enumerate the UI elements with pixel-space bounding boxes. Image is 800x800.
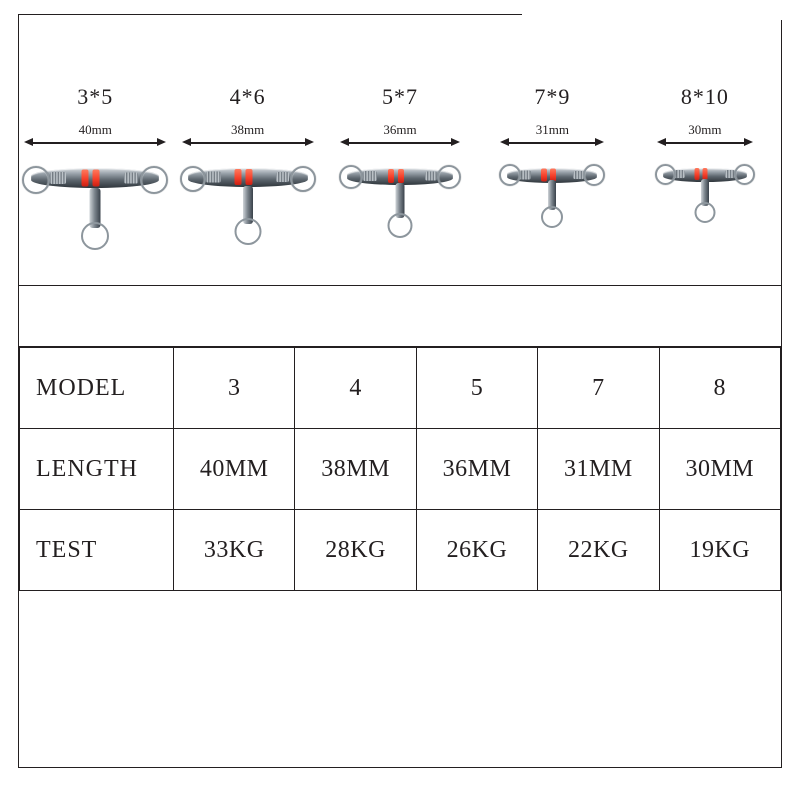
product-size-label: 5*7 xyxy=(382,84,419,109)
product-size-label: 7*9 xyxy=(534,84,571,109)
arrow-head-right-icon xyxy=(451,138,460,146)
dimension-label: 36mm xyxy=(383,122,417,137)
cell-length-1: 40MM xyxy=(174,429,295,510)
dimension-arrow xyxy=(182,138,314,147)
three-way-swivel-image xyxy=(20,150,170,260)
arrow-head-left-icon xyxy=(182,138,191,146)
cell-length-3: 36MM xyxy=(416,429,537,510)
swivel-coil xyxy=(276,172,289,182)
arrow-head-right-icon xyxy=(157,138,166,146)
red-bead xyxy=(541,169,547,182)
table-row xyxy=(20,429,781,510)
swivel-eye-left xyxy=(339,165,363,189)
three-way-swivel-image xyxy=(653,150,757,244)
specification-table xyxy=(19,347,781,591)
arrow-line xyxy=(188,142,308,144)
swivel-coil xyxy=(519,171,531,180)
arrow-head-left-icon xyxy=(500,138,509,146)
swivel-eye-left xyxy=(499,164,521,186)
swivel-coil xyxy=(363,171,377,181)
dimension-label: 30mm xyxy=(688,122,722,137)
arrow-line xyxy=(346,142,454,144)
product-size-label: 8*10 xyxy=(680,84,729,109)
dimension-annotation xyxy=(500,124,604,146)
swivel-eye-right xyxy=(734,164,755,185)
product-item xyxy=(19,42,171,284)
dimension-arrow xyxy=(24,138,166,147)
product-size-label: 4*6 xyxy=(229,84,266,109)
arrow-line xyxy=(506,142,598,144)
cell-test-4: 22KG xyxy=(538,510,659,591)
cell-test-3: 26KG xyxy=(416,510,537,591)
red-bead xyxy=(245,169,252,185)
product-item xyxy=(476,42,628,284)
row-header-model: MODEL xyxy=(20,348,174,429)
three-way-swivel-image xyxy=(178,150,318,258)
dimension-annotation xyxy=(24,124,166,146)
swivel-coil xyxy=(50,172,66,184)
cell-length-2: 38MM xyxy=(295,429,416,510)
swivel-coil xyxy=(124,173,138,184)
arrow-line xyxy=(663,142,747,144)
three-way-swivel-image xyxy=(497,150,607,248)
dimension-annotation xyxy=(340,124,460,146)
swivel-coil xyxy=(206,172,221,183)
cell-model-3: 5 xyxy=(416,348,537,429)
swivel-coil xyxy=(425,172,437,181)
product-item xyxy=(629,42,781,284)
cell-model-1: 3 xyxy=(174,348,295,429)
cell-test-1: 33KG xyxy=(174,510,295,591)
three-way-swivel-image xyxy=(337,150,463,254)
swivel-eye-right xyxy=(583,164,605,186)
cell-model-2: 4 xyxy=(295,348,416,429)
swivel-eye-right xyxy=(290,166,316,192)
arrow-head-right-icon xyxy=(595,138,604,146)
divider-band xyxy=(19,285,781,347)
red-bead xyxy=(398,169,404,183)
cell-model-4: 7 xyxy=(538,348,659,429)
swivel-eye-bottom xyxy=(388,213,413,238)
arrow-head-right-icon xyxy=(744,138,753,146)
dimension-annotation xyxy=(657,124,753,146)
table-row xyxy=(20,348,781,429)
arrow-line xyxy=(30,142,160,144)
row-header-test: TEST xyxy=(20,510,174,591)
row-header-length: LENGTH xyxy=(20,429,174,510)
red-bead xyxy=(234,169,241,185)
swivel-eye-left xyxy=(655,164,676,185)
dimension-arrow xyxy=(500,138,604,147)
product-item xyxy=(171,42,323,284)
dimension-label: 31mm xyxy=(535,122,570,137)
arrow-head-left-icon xyxy=(24,138,33,146)
swivel-eye-right xyxy=(437,165,461,189)
blank-footer-area xyxy=(19,583,781,768)
cell-length-5: 30MM xyxy=(659,429,780,510)
cell-test-2: 28KG xyxy=(295,510,416,591)
dimension-arrow xyxy=(340,138,460,147)
swivel-eye-bottom xyxy=(694,202,715,223)
cell-length-4: 31MM xyxy=(538,429,659,510)
dimension-arrow xyxy=(657,138,753,147)
frame-top-notch xyxy=(522,8,784,20)
red-bead xyxy=(694,168,699,180)
red-bead xyxy=(93,170,100,187)
arrow-head-left-icon xyxy=(340,138,349,146)
arrow-head-right-icon xyxy=(305,138,314,146)
product-size-label: 3*5 xyxy=(77,84,114,109)
dimension-label: 38mm xyxy=(230,122,265,137)
cell-model-5: 8 xyxy=(659,348,780,429)
product-item xyxy=(324,42,476,284)
product-gallery xyxy=(19,42,781,284)
swivel-eye-bottom xyxy=(541,206,563,228)
table-row xyxy=(20,510,781,591)
dimension-annotation xyxy=(182,124,314,146)
swivel-eye-bottom xyxy=(81,222,109,250)
red-bead xyxy=(82,170,89,187)
swivel-eye-bottom xyxy=(234,218,261,245)
dimension-label: 40mm xyxy=(78,122,112,137)
red-bead xyxy=(388,169,394,183)
swivel-eye-left xyxy=(180,166,206,192)
cell-test-5: 19KG xyxy=(659,510,780,591)
arrow-head-left-icon xyxy=(657,138,666,146)
swivel-eye-right xyxy=(140,166,168,194)
swivel-eye-left xyxy=(22,166,50,194)
